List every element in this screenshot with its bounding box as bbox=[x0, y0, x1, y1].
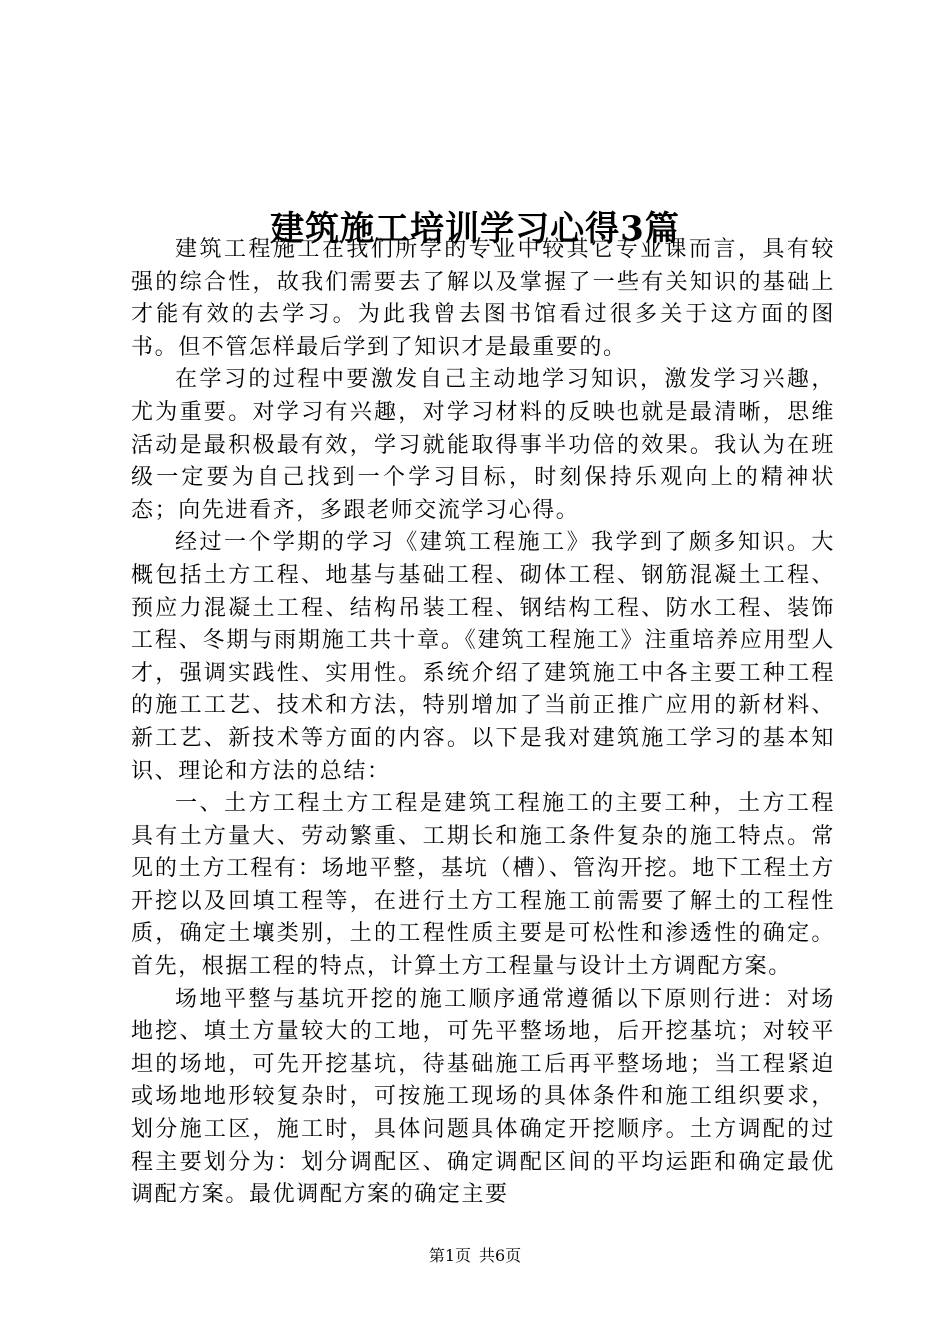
body-paragraph: 一、土方工程土方工程是建筑工程施工的主要工种，土方工程具有土方量大、劳动繁重、工期长和施工条件复杂的施工特点。常见的土方工程有：场地平整，基坑（槽）、管沟开挖。地下工程土方开挖以及回填工程等，在进行土方工程施工前需要了解土的工程性质，确定土壤类别，土的工程性质主要是可松性和渗透性的确定。首先，根据工程的特点，计算土方工程量与设计土方调配方案。 bbox=[131, 791, 835, 980]
body-paragraph: 经过一个学期的学习《建筑工程施工》我学到了颇多知识。大概包括土方工程、地基与基础工程、砌体工程、钢筋混凝土工程、预应力混凝土工程、结构吊装工程、钢结构工程、防水工程、装饰工程、冬期与雨期施工共十章。《建筑工程施工》注重培养应用型人才，强调实践性、实用性。系统介绍了建筑施工中各主要工种工程的施工工艺、技术和方法，特别增加了当前正推广应用的新材料、新工艺、新技术等方面的内容。以下是我对建筑施工学习的基本知识、理论和方法的总结： bbox=[131, 530, 835, 784]
page-number-total: 共6页 bbox=[479, 1246, 522, 1265]
document-body bbox=[131, 234, 835, 1212]
body-paragraph: 在学习的过程中要激发自己主动地学习知识，激发学习兴趣，尤为重要。对学习有兴趣，对学习材料的反映也就是最清晰，思维活动是最积极最有效，学习就能取得事半功倍的效果。我认为在班级一定要为自己找到一个学习目标，时刻保持乐观向上的精神状态；向先进看齐，多跟老师交流学习心得。 bbox=[131, 367, 835, 523]
page-footer bbox=[0, 1244, 950, 1268]
body-paragraph: 场地平整与基坑开挖的施工顺序通常遵循以下原则行进：对场地挖、填土方量较大的工地，可先平整场地，后开挖基坑；对较平坦的场地，可先开挖基坑，待基础施工后再平整场地；当工程紧迫或场地地形较复杂时，可按施工现场的具体条件和施工组织要求，划分施工区，施工时，具体问题具体确定开挖顺序。土方调配的过程主要划分为：划分调配区、确定调配区间的平均运距和确定最优调配方案。最优调配方案的确定主要 bbox=[131, 986, 835, 1208]
document-title: 建筑施工培训学习心得3篇 bbox=[270, 208, 680, 249]
body-paragraph: 建筑工程施工在我们所学的专业中较其它专业课而言，具有较强的综合性，故我们需要去了解以及掌握了一些有关知识的基础上才能有效的去学习。为此我曾去图书馆看过很多关于这方面的图书。但不管怎样最后学到了知识才是最重要的。 bbox=[131, 237, 835, 360]
page-number-current: 第1页 bbox=[428, 1246, 471, 1265]
